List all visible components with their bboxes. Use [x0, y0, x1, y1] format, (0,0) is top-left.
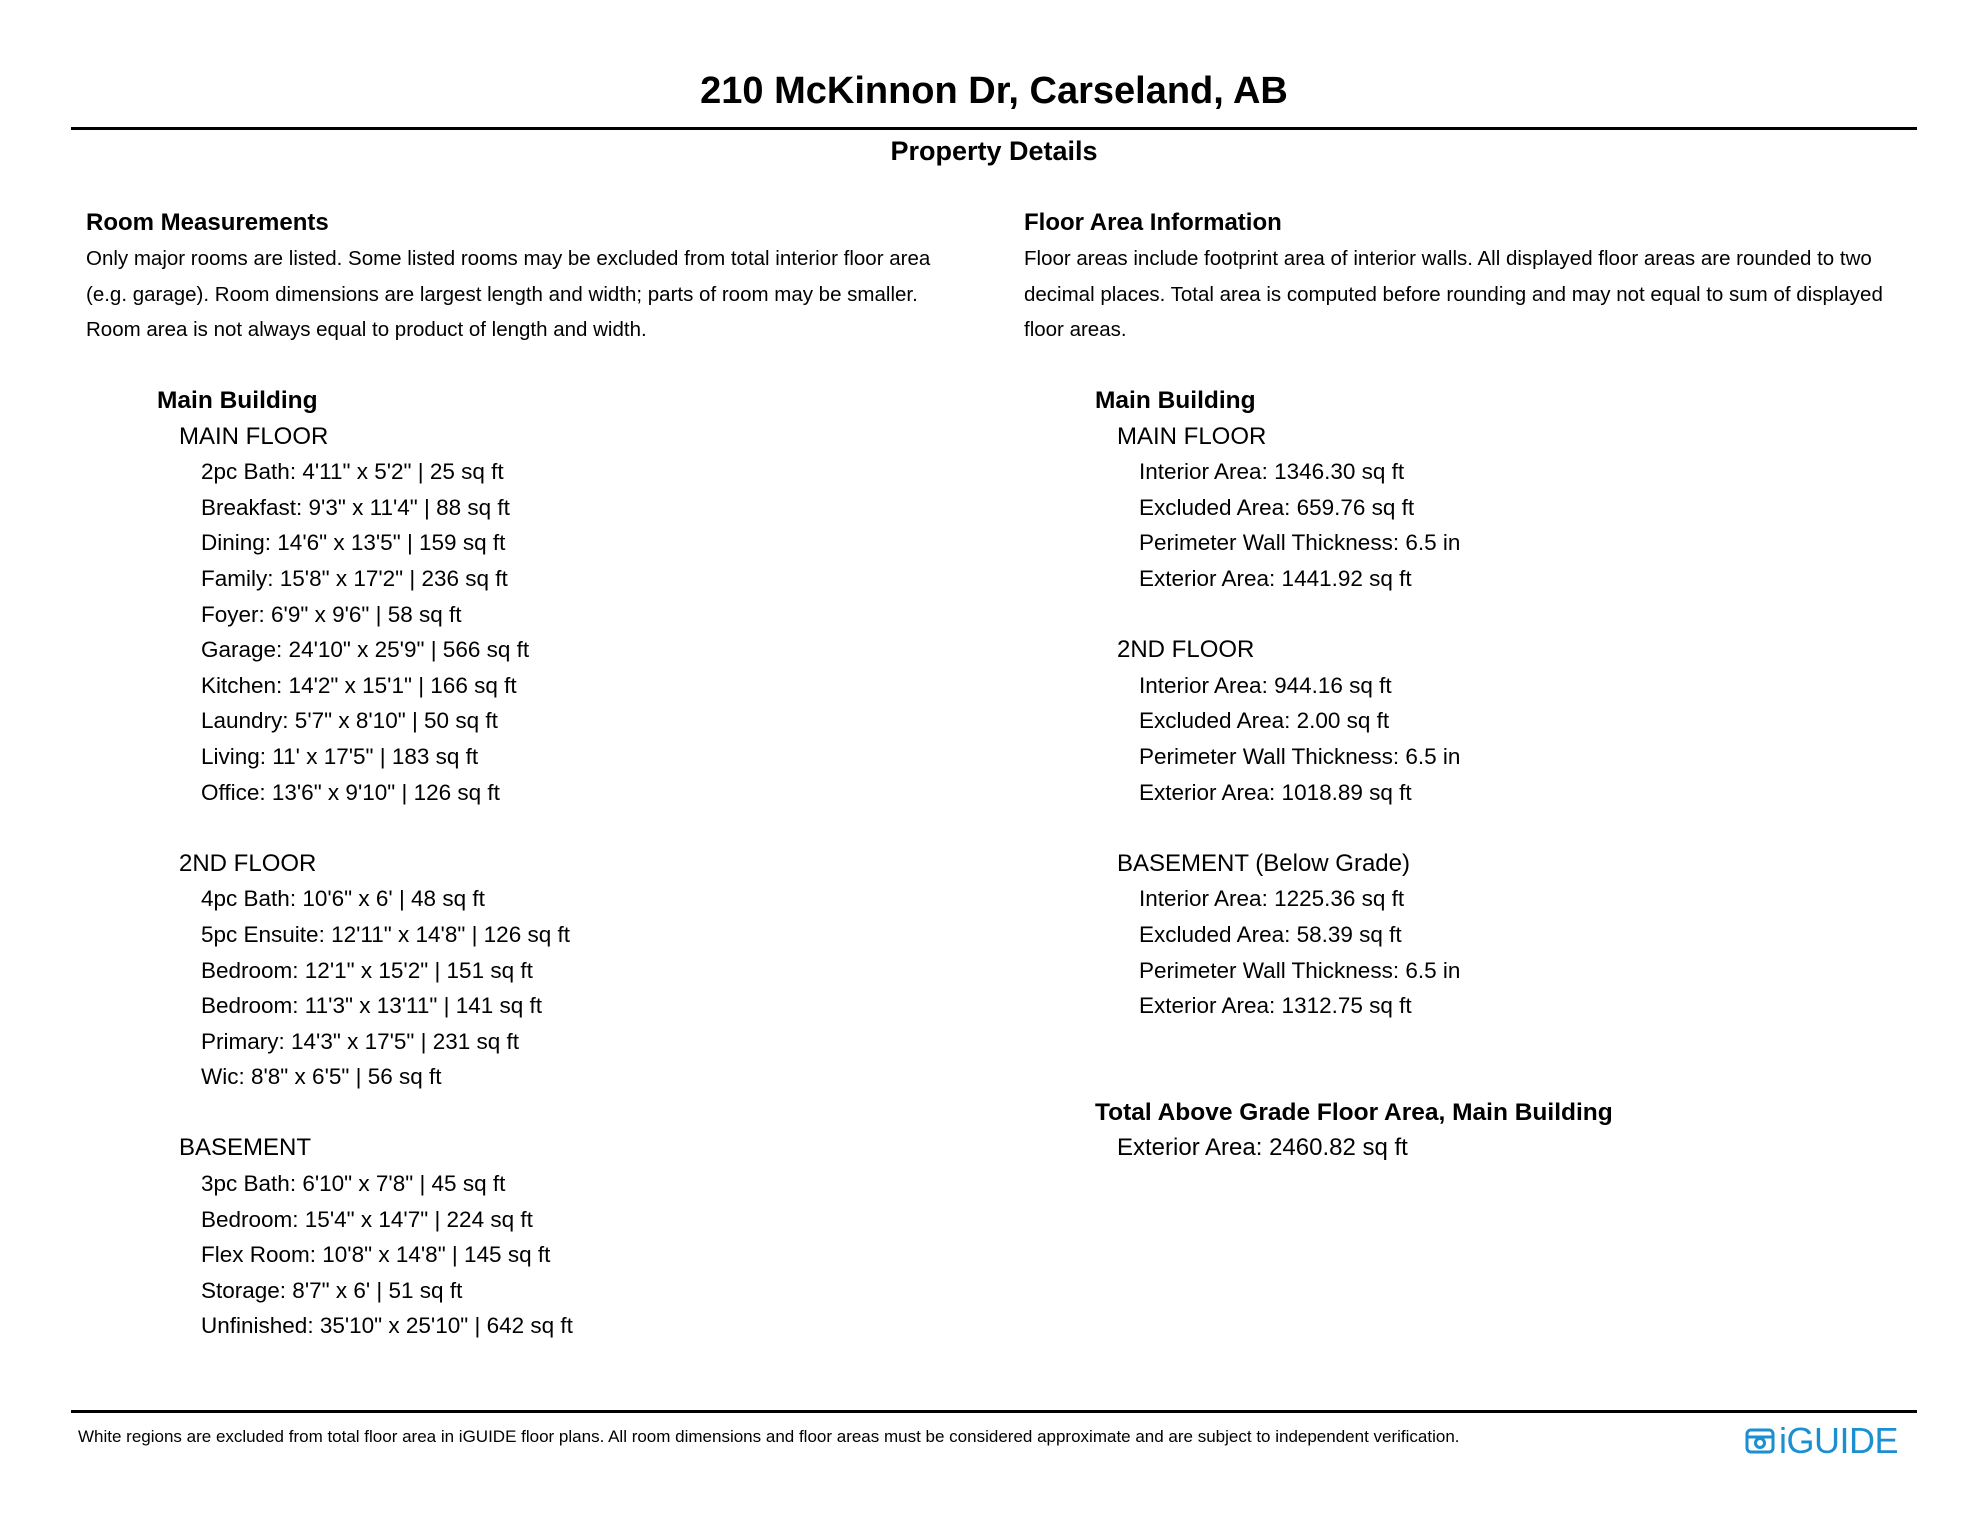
floor-name-main: MAIN FLOOR	[179, 422, 329, 450]
iguide-logo	[1745, 1418, 1898, 1464]
camera-box-icon	[1745, 1426, 1775, 1456]
area-line: Interior Area: 944.16 sq ft	[1139, 672, 1392, 698]
header-divider	[71, 127, 1917, 130]
floor-area-section	[1024, 205, 1924, 348]
room-item: Bedroom: 15'4" x 14'7" | 224 sq ft	[201, 1206, 533, 1232]
room-item: Wic: 8'8" x 6'5" | 56 sq ft	[201, 1064, 442, 1090]
room-measurements-section	[86, 205, 986, 348]
room-item: Bedroom: 12'1" x 15'2" | 151 sq ft	[201, 957, 533, 983]
room-item: 2pc Bath: 4'11" x 5'2" | 25 sq ft	[201, 459, 504, 485]
area-line: Exterior Area: 1018.89 sq ft	[1139, 779, 1412, 805]
room-item: Office: 13'6" x 9'10" | 126 sq ft	[201, 779, 500, 805]
room-item: Living: 11' x 17'5" | 183 sq ft	[201, 743, 479, 769]
area-line: Excluded Area: 659.76 sq ft	[1139, 494, 1415, 520]
total-area-heading: Total Above Grade Floor Area, Main Building	[1095, 1098, 1613, 1126]
area-line: Interior Area: 1225.36 sq ft	[1139, 886, 1405, 912]
room-item: Unfinished: 35'10" x 25'10" | 642 sq ft	[201, 1313, 573, 1339]
room-item: 5pc Ensuite: 12'11" x 14'8" | 126 sq ft	[201, 921, 570, 947]
room-measurements-heading: Room Measurements	[86, 209, 329, 236]
floor-name-2nd: 2ND FLOOR	[179, 849, 317, 877]
room-item: Laundry: 5'7" x 8'10" | 50 sq ft	[201, 708, 498, 734]
area-line: Excluded Area: 58.39 sq ft	[1139, 921, 1402, 947]
floor-name-2nd: 2ND FLOOR	[1117, 636, 1255, 664]
room-item: Dining: 14'6" x 13'5" | 159 sq ft	[201, 530, 506, 556]
area-line: Interior Area: 1346.30 sq ft	[1139, 459, 1405, 485]
room-item: Family: 15'8" x 17'2" | 236 sq ft	[201, 565, 508, 591]
room-item: Breakfast: 9'3" x 11'4" | 88 sq ft	[201, 494, 510, 520]
total-area-line: Exterior Area: 2460.82 sq ft	[1117, 1134, 1408, 1162]
room-item: 4pc Bath: 10'6" x 6' | 48 sq ft	[201, 886, 485, 912]
area-line: Perimeter Wall Thickness: 6.5 in	[1139, 530, 1461, 556]
room-item: Garage: 24'10" x 25'9" | 566 sq ft	[201, 637, 530, 663]
floor-name-basement: BASEMENT (Below Grade)	[1117, 849, 1410, 877]
room-item: Kitchen: 14'2" x 15'1" | 166 sq ft	[201, 672, 517, 698]
logo-wordmark: iGUIDE	[1779, 1420, 1899, 1461]
footer-divider	[71, 1410, 1917, 1413]
area-line: Excluded Area: 2.00 sq ft	[1139, 708, 1390, 734]
building-name: Main Building	[157, 387, 318, 414]
room-item: Bedroom: 11'3" x 13'11" | 141 sq ft	[201, 993, 543, 1019]
area-line: Exterior Area: 1312.75 sq ft	[1139, 993, 1412, 1019]
area-line: Exterior Area: 1441.92 sq ft	[1139, 565, 1412, 591]
area-line: Perimeter Wall Thickness: 6.5 in	[1139, 743, 1461, 769]
floor-area-list	[1095, 383, 1895, 1166]
room-item: Foyer: 6'9" x 9'6" | 58 sq ft	[201, 601, 462, 627]
floor-name-main: MAIN FLOOR	[1117, 422, 1267, 450]
floor-area-heading: Floor Area Information	[1024, 209, 1282, 236]
page-subtitle: Property Details	[890, 136, 1098, 166]
area-line: Perimeter Wall Thickness: 6.5 in	[1139, 957, 1461, 983]
building-name: Main Building	[1095, 387, 1256, 414]
floor-area-description: Floor areas include footprint area of interior walls. All displayed floor areas are rounded to two decimal places. Total area is computed before rounding and may not equal to sum of displayed floor areas.	[1024, 247, 1883, 342]
room-list	[157, 383, 957, 1344]
floor-name-basement: BASEMENT	[179, 1134, 312, 1162]
room-item: Primary: 14'3" x 17'5" | 231 sq ft	[201, 1028, 520, 1054]
room-item: Storage: 8'7" x 6' | 51 sq ft	[201, 1277, 463, 1303]
room-item: Flex Room: 10'8" x 14'8" | 145 sq ft	[201, 1242, 551, 1268]
room-measurements-description: Only major rooms are listed. Some listed rooms may be excluded from total interior floor area (e.g. garage). Room dimensions are largest length and width; parts of room may be smaller. Room area is not always equal to product of length and width.	[86, 247, 931, 342]
footer-note: White regions are excluded from total floor area in iGUIDE floor plans. All room dimensions and floor areas must be considered approximate and are subject to independent verification.	[78, 1427, 1460, 1446]
page-title: 210 McKinnon Dr, Carseland, AB	[700, 70, 1288, 112]
room-item: 3pc Bath: 6'10" x 7'8" | 45 sq ft	[201, 1171, 506, 1197]
